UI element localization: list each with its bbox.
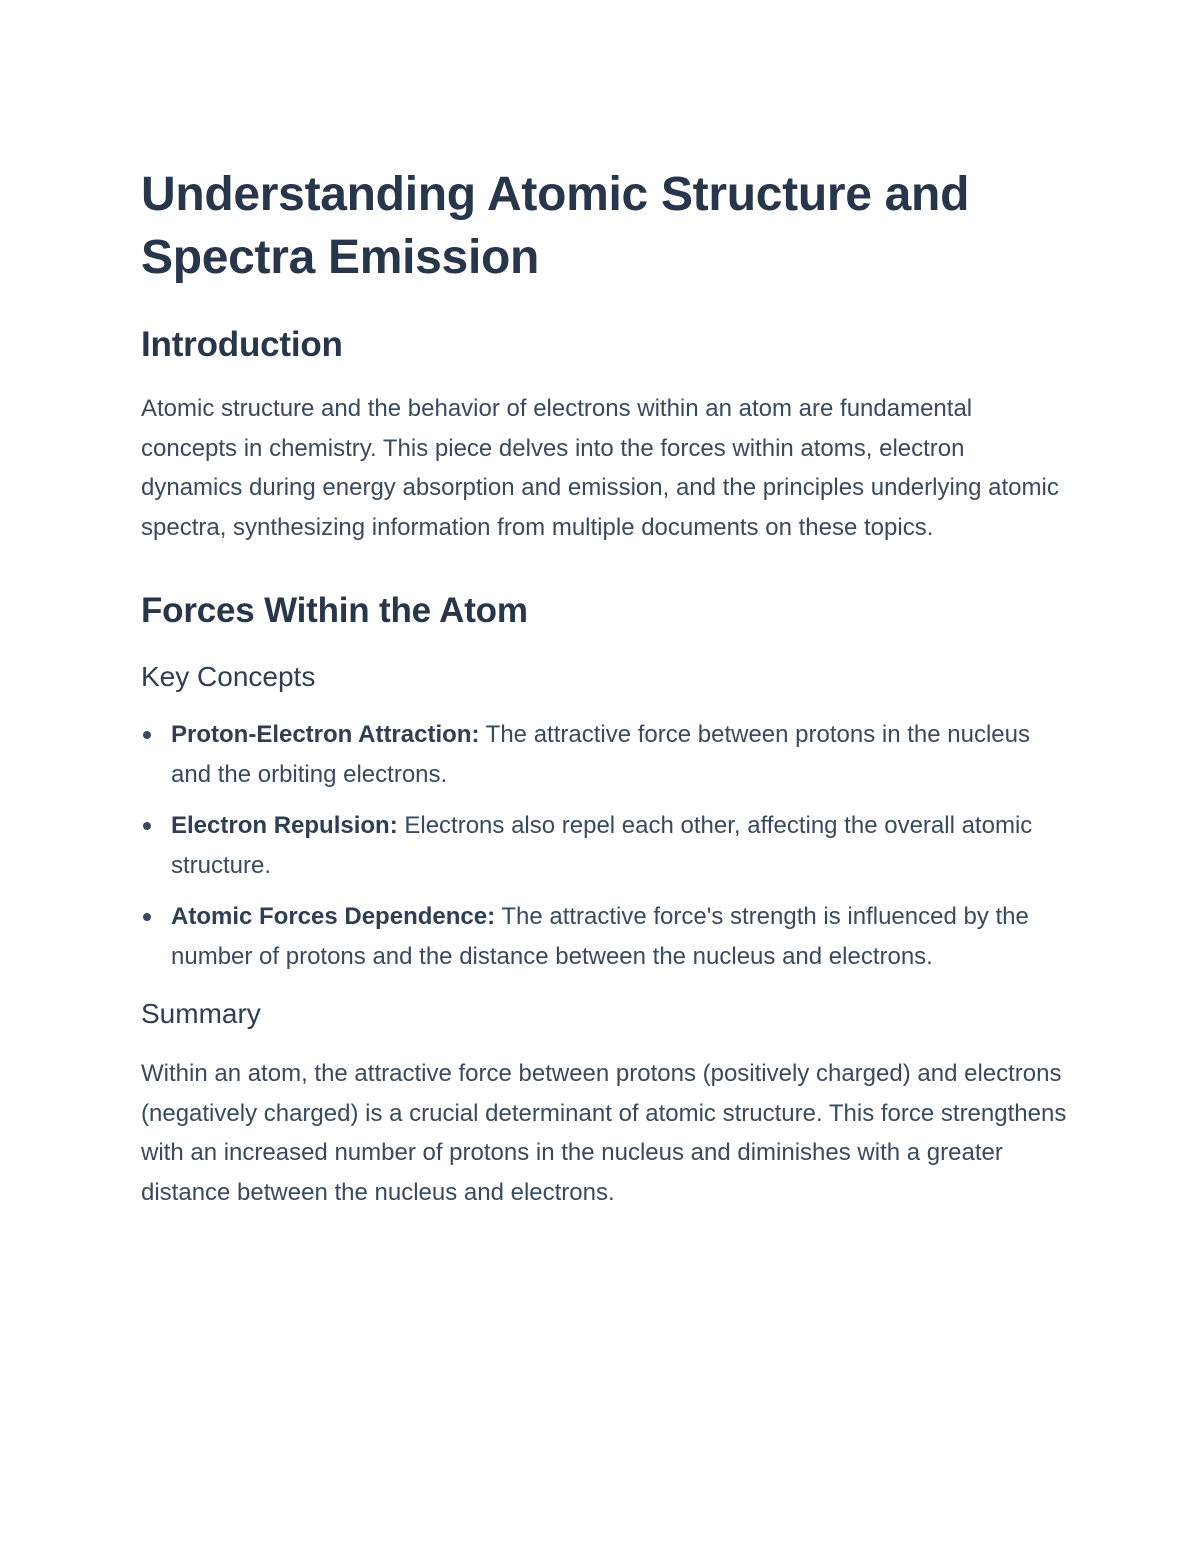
list-item <box>141 715 1071 794</box>
bullet-icon <box>143 913 151 921</box>
list-item-text: The attractive force between protons in the nucleus and the orbiting electrons. <box>171 721 1030 788</box>
summary-paragraph: Within an atom, the attractive force between protons (positively charged) and electrons (negatively charged) is a crucial determinant of atomic structure. This force strengthens with an increased number of protons in the nucleus and diminishes with a greater distance between the nucleus and electrons. <box>141 1060 1067 1206</box>
list-item <box>141 806 1071 885</box>
list-item-term: Proton-Electron Attraction: <box>171 721 480 748</box>
list-item-term: Electron Repulsion: <box>171 812 398 839</box>
list-item-term: Atomic Forces Dependence: <box>171 903 496 930</box>
bullet-icon <box>143 822 151 830</box>
list-item <box>141 897 1071 976</box>
list-item-text: The attractive force's strength is influenced by the number of protons and the distance between the nucleus and electrons. <box>171 903 1029 970</box>
summary-heading: Summary <box>141 998 261 1029</box>
forces-heading: Forces Within the Atom <box>141 591 528 630</box>
list-item-text: Electrons also repel each other, affecting the overall atomic structure. <box>171 812 1033 879</box>
key-concepts-list <box>141 715 1071 976</box>
document-title: Understanding Atomic Structure and Spectra Emission <box>141 168 970 284</box>
introduction-heading: Introduction <box>141 325 343 364</box>
introduction-paragraph: Atomic structure and the behavior of electrons within an atom are fundamental concepts in chemistry. This piece delves into the forces within atoms, electron dynamics during energy absorption and emission, and the principles underlying atomic spectra, synthesizing information from multiple documents on these topics. <box>141 395 1059 541</box>
document-page <box>141 163 1071 1212</box>
bullet-icon <box>143 731 151 739</box>
key-concepts-heading: Key Concepts <box>141 661 316 692</box>
